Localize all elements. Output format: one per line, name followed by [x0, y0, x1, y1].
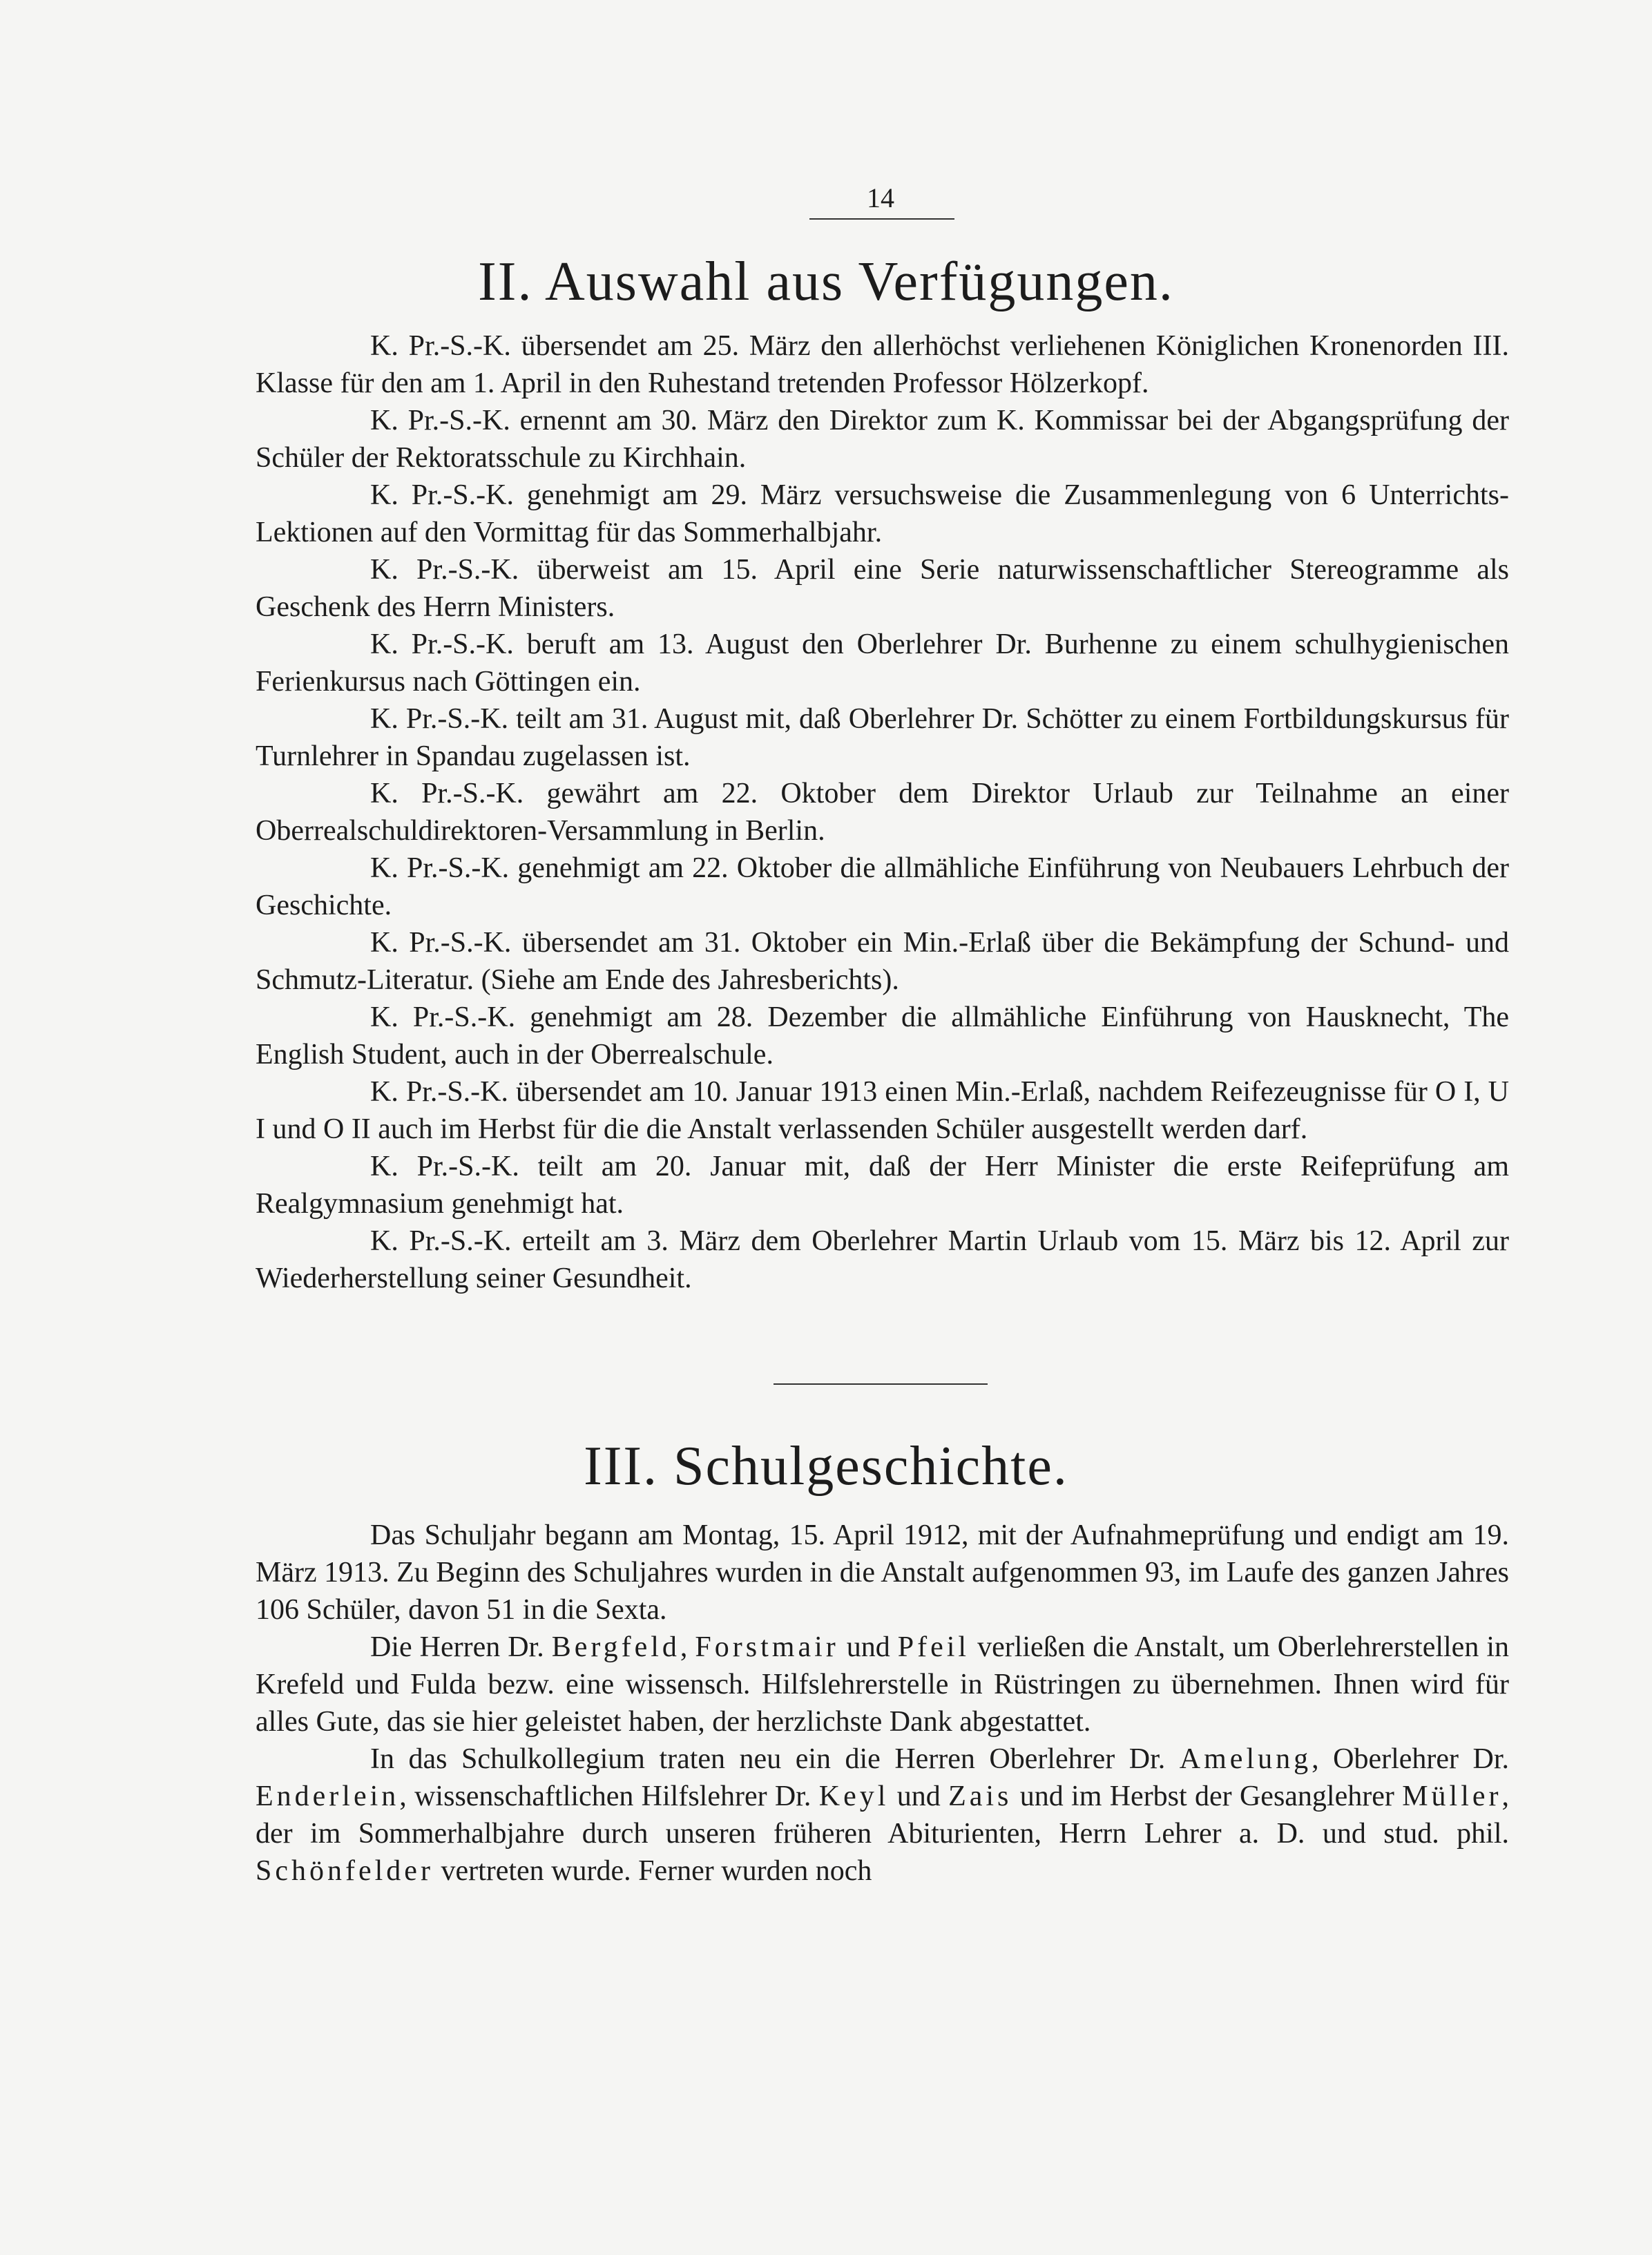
text-run: , der im Sommerhalbjahre durch unseren früheren Abiturienten, Herrn Lehrer a. D. und stud. phil. — [256, 1781, 1510, 1850]
text-run: , — [680, 1631, 695, 1663]
teacher-name: Schönfelder — [256, 1855, 434, 1887]
text-run: und — [838, 1631, 898, 1663]
verfuegung-entry: K. Pr.-S.-K. übersendet am 10. Januar 1913 einen Min.-Erlaß, nachdem Reifezeugnisse für O I, U I und O II auch im Herbst für die die Anstalt verlassenden Schüler ausgestellt werden darf. — [256, 1076, 1509, 1145]
section-heading-verfuegungen: II. Auswahl aus Verfügungen. — [478, 251, 1174, 312]
verfuegung-entry: K. Pr.-S.-K. genehmigt am 28. Dezember die allmähliche Einführung von Hausknecht, The English Student, auch in der Oberrealschule. — [256, 1001, 1509, 1071]
schulgeschichte-text — [256, 1517, 1509, 1890]
teacher-name: Müller — [1402, 1781, 1502, 1812]
verfuegung-entry: K. Pr.-S.-K. teilt am 20. Januar mit, daß der Herr Minister die erste Reifeprüfung am Realgymnasium genehmigt hat. — [256, 1151, 1509, 1220]
text-run: und im Herbst der Gesanglehrer — [1012, 1781, 1403, 1812]
teacher-name: Zais — [948, 1781, 1012, 1812]
text-run: und — [889, 1781, 949, 1812]
paragraph-abgaenge — [256, 1629, 1509, 1740]
page-number: 14 — [867, 182, 894, 213]
teacher-name: Keyl — [818, 1781, 890, 1812]
text-run: , Oberlehrer Dr. — [1312, 1743, 1509, 1775]
verfuegungen-list — [256, 327, 1509, 1297]
verfuegung-entry: K. Pr.-S.-K. ernennt am 30. März den Direktor zum K. Kommissar bei der Abgangsprüfung der Schüler der Rektoratsschule zu Kirchhain. — [256, 405, 1509, 474]
text-run: In das Schulkollegium traten neu ein die Herren Oberlehrer Dr. — [370, 1743, 1180, 1775]
verfuegung-entry: K. Pr.-S.-K. übersendet am 25. März den allerhöchst verliehenen Königlichen Kronenorden III. Klasse für den am 1. April in den Ruhestand tretenden Professor Hölzerkopf. — [256, 330, 1509, 399]
verfuegung-entry: K. Pr.-S.-K. übersendet am 31. Oktober ein Min.-Erlaß über die Bekämpfung der Schund- und Schmutz-Literatur. (Siehe am Ende des Jahresberichts). — [256, 927, 1509, 996]
teacher-name: Amelung — [1179, 1743, 1312, 1775]
verfuegung-entry: K. Pr.-S.-K. erteilt am 3. März dem Oberlehrer Martin Urlaub vom 15. März bis 12. April zur Wiederherstellung seiner Gesundheit. — [256, 1225, 1509, 1294]
verfuegung-entry: K. Pr.-S.-K. beruft am 13. August den Oberlehrer Dr. Burhenne zu einem schulhygienischen Ferienkursus nach Göttingen ein. — [256, 628, 1509, 698]
verfuegung-entry: K. Pr.-S.-K. teilt am 31. August mit, daß Oberlehrer Dr. Schötter zu einem Fortbildungskursus für Turnlehrer in Spandau zugelassen ist. — [256, 703, 1509, 772]
verfuegung-entry: K. Pr.-S.-K. gewährt am 22. Oktober dem Direktor Urlaub zur Teilnahme an einer Oberrealschuldirektoren-Versammlung in Berlin. — [256, 778, 1509, 847]
verfuegung-entry: K. Pr.-S.-K. genehmigt am 29. März versuchsweise die Zusammenlegung von 6 Unterrichts-Lektionen auf den Vormittag für das Sommerhalbjahr. — [256, 479, 1509, 548]
teacher-name: Forstmair — [695, 1631, 839, 1663]
text-run: vertreten wurde. Ferner wurden noch — [433, 1855, 872, 1887]
teacher-name: Enderlein — [256, 1781, 400, 1812]
page-number-rule — [809, 218, 954, 220]
teacher-name: Bergfeld — [551, 1631, 680, 1663]
verfuegung-entry: K. Pr.-S.-K. überweist am 15. April eine Serie naturwissenschaftlicher Stereogramme als Geschenk des Herrn Ministers. — [256, 554, 1509, 623]
text-run: verließen die Anstalt, um Oberlehrerstellen in Krefeld und Fulda bezw. eine wissensch. Hilfslehrerstelle in Rüstringen zu übernehmen. Ihnen wird für alles Gute, das sie hier geleistet haben, der herzlichste Dank abgestattet. — [256, 1631, 1509, 1738]
section-divider — [774, 1383, 988, 1385]
teacher-name: Pfeil — [897, 1631, 970, 1663]
paragraph-neuzugaenge — [256, 1740, 1509, 1890]
section-heading-schulgeschichte: III. Schulgeschichte. — [584, 1436, 1068, 1497]
paragraph-schuljahr: Das Schuljahr begann am Montag, 15. April 1912, mit der Aufnahmeprüfung und endigt am 19. März 1913. Zu Beginn des Schuljahres wurden in die Anstalt aufgenommen 93, im Laufe des ganzen Jahres 106 Schüler, davon 51 in die Sexta. — [256, 1519, 1509, 1626]
verfuegung-entry: K. Pr.-S.-K. genehmigt am 22. Oktober die allmähliche Einführung von Neubauers Lehrbuch der Geschichte. — [256, 852, 1509, 921]
text-run: Die Herren Dr. — [370, 1631, 552, 1663]
text-run: , wissenschaftlichen Hilfslehrer Dr. — [399, 1781, 819, 1812]
